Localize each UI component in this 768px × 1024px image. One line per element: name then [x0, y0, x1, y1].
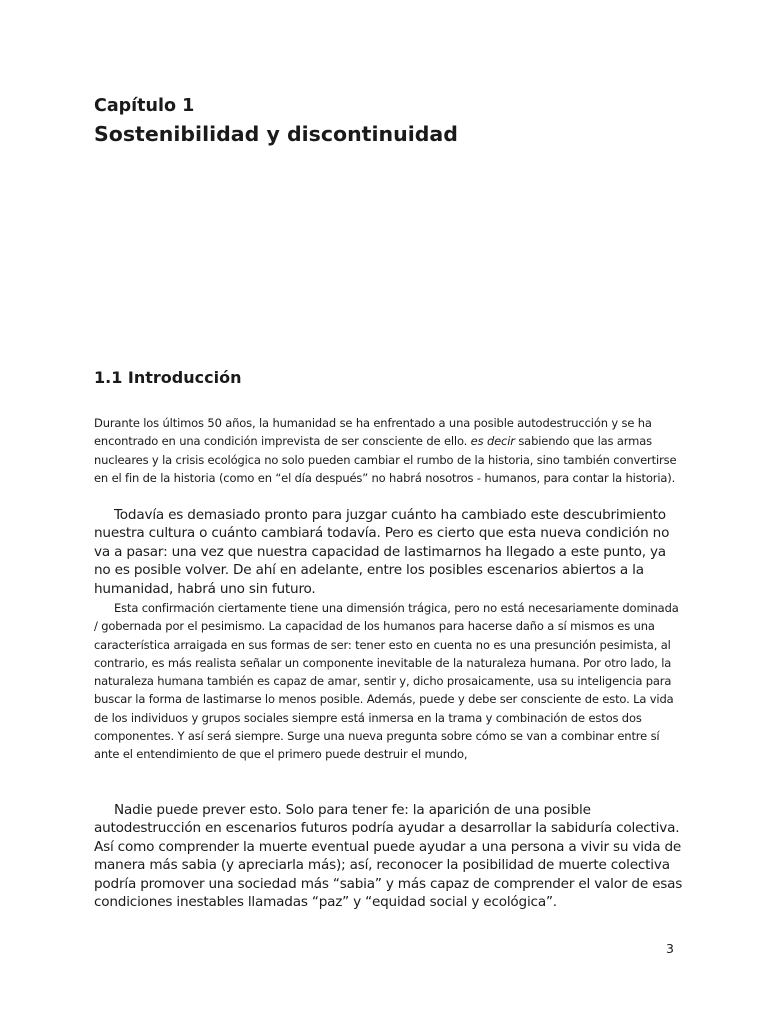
chapter-title: Sostenibilidad y discontinuidad	[94, 122, 458, 146]
paragraph-1	[94, 414, 684, 487]
paragraph-2: Todavía es demasiado pronto para juzgar cuánto ha cambiado este descubrimiento nuestra cultura o cuánto cambiará todavía. Pero es cierto que esta nueva condición no va a pasar: una vez que nuestra capacidad de lastimarnos ha llegado a este punto, ya no es posible volver. De ahí en adelante, entre los posibles escenarios abiertos a la humanidad, habrá uno sin futuro.	[94, 507, 670, 597]
paragraph-3: Esta confirmación ciertamente tiene una dimensión trágica, pero no está necesariamente dominada / gobernada por el pesimismo. La capacidad de los humanos para hacerse daño a sí mismos es una característica arraigada en sus formas de ser: tener esto en cuenta no es una presunción pesimista, al contrario, es más realista señalar un componente inevitable de la naturaleza humana. Por otro lado, la naturaleza humana también es capaz de amar, sentir y, dicho prosaicamente, usa su inteligencia para buscar la forma de lastimarse lo menos posible. Además, puede y debe ser consciente de esto. La vida de los individuos y grupos sociales siempre está inmersa en la trama y combinación de estos dos componentes. Y así será siempre. Surge una nueva pregunta sobre cómo se van a combinar entre sí ante el entendimiento de que el primero puede destruir el mundo,	[94, 601, 679, 762]
page-number: 3	[666, 941, 674, 956]
paragraph-1-italic-phrase: es decir	[470, 434, 515, 449]
section-heading: 1.1 Introducción	[94, 368, 242, 387]
paragraph-1-text-start: Durante los últimos 50 años, la humanidad se ha enfrentado a una posible autodestrucción y se ha encontrado en una condición imprevista de ser consciente de ello.	[94, 416, 652, 449]
paragraph-4: Nadie puede prever esto. Solo para tener fe: la aparición de una posible autodestrucción en escenarios futuros podría ayudar a desarrollar la sabiduría colectiva. Así como comprender la muerte eventual puede ayudar a una persona a vivir su vida de manera más sabia (y apreciarla más); así, reconocer la posibilidad de muerte colectiva podría promover una sociedad más “sabia” y más capaz de comprender el valor de esas condiciones inestables llamadas “paz” y “equidad social y ecológica”.	[94, 802, 683, 911]
chapter-label: Capítulo 1	[94, 96, 195, 116]
paragraph-1-text-end: sabiendo que las armas nucleares y la crisis ecológica no solo pueden cambiar el rumbo de la historia, sino también convertirse en el fin de la historia (como en “el día después” no habrá nosotros - humanos, para contar la historia).	[94, 434, 677, 485]
